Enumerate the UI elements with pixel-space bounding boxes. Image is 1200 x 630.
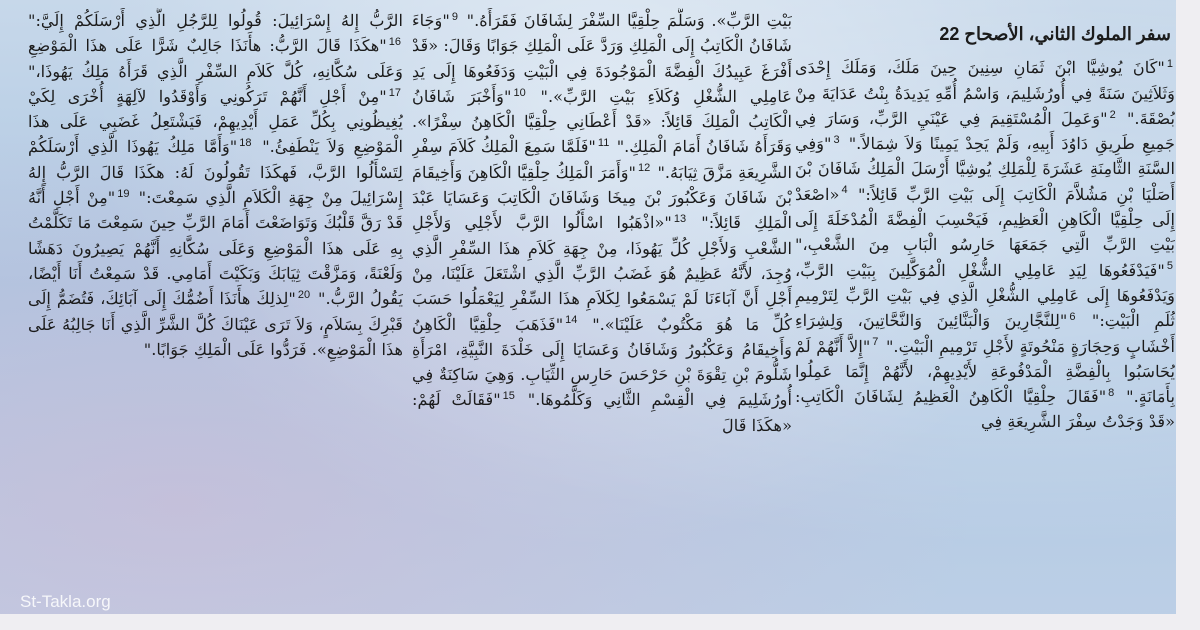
verse-text: "هكَذَا قَالَ الرَّبُّ: هأَنَذَا جَالِبٌ شَرًّا عَلَى هذَا الْمَوْضِعِ وَعَلَى سُكَّانِهِ، كُلَّ كَلاَمِ السِّفْرِ الَّذِي قَرَأَهُ مَلِكُ يَهُوذَا،" [28,36,403,81]
verse-number: 13 [673,212,687,225]
verse-text: "لِذلِكَ هأَنَذَا أَضُمُّكَ إِلَى آبَائِكَ، فَتُضَمُّ إِلَى قَبْرِكَ بِسَلاَمٍ، وَلاَ تَرَى عَيْنَاكَ كُلَّ الشَّرِّ الَّذِي أَنَا جَالِبُهُ عَلَى هذَا الْمَوْضِعِ». فَرَدُّوا عَلَى الْمَلِكِ جَوَابًا." [28,289,403,359]
verse-text: بَيْتِ الرَّبِّ». وَسَلَّمَ حِلْقِيَّا السِّفْرَ لِشَافَانَ فَقَرَأَهُ." [466,11,792,30]
site-watermark: St-Takla.org [20,592,111,611]
verse-number: 14 [565,314,578,327]
verse-text: "إِلاَّ أَنَّهُمْ لَمْ يُحَاسَبُوا بِالْفِضَّةِ الْمَدْفُوعَةِ لأَيْدِيهِمْ، لأَنَّهُمْ إِنَّمَا عَمِلُوا بِأَمَانَةٍ." [795,336,1175,407]
verse-text: الرَّبُّ إِلهُ إِسْرَائِيلَ: قُولُوا لِلرَّجُلِ الَّذِي أَرْسَلَكُمْ إِلَيَّ:" [28,11,403,30]
verse-text: "مِنْ أَجْلِ أَنَّهُمْ تَرَكُونِي وَأَوْقَدُوا لآلِهَةٍ أُخْرَى لِكَيْ يُغِيظُونِي بِكُلِّ عَمَلِ أَيْدِيهِمْ، فَيَشْتَعِلُ غَضَبِي عَلَى هذَا الْمَوْضِعِ وَلاَ يَنْطَفِئُ." [28,86,403,157]
verse-text: "فَذَهَبَ حِلْقِيَّا الْكَاهِنُ وَأَخِيقَامُ وَعَكْبُورُ وَشَافَانُ وَعَسَايَا إِلَى خَلْدَةَ النَّبِيَّةِ، امْرَأَةِ شَلُّومَ بْنِ تِقْوَةَ بْنِ حَرْحَسَ حَارِسِ الثِّيَابِ. وَهِيَ سَاكِنَةٌ فِي أُورُشَلِيمَ فِي الْقِسْمِ الثَّانِي وَكَلَّمُوهَا." [412,314,792,410]
verse-text: "كَانَ يُوشِيَّا ابْنَ ثَمَانِ سِنِينَ حِينَ مَلَكَ، وَمَلَكَ إِحْدَى وَثَلاَثِينَ سَنَةً فِي أُورُشَلِيمَ، وَاسْمُ أُمِّهِ يَدِيدَةُ بِنْتُ عَدَايَةَ مِنْ بُصْقَةَ." [795,58,1175,128]
verse-text: "وَأَمَرَ الْمَلِكُ حِلْقِيَّا الْكَاهِنَ وَأَخِيقَامَ بْنَ شَافَانَ وَعَكْبُورَ بْنَ مِيخَا وَشَافَانَ الْكَاتِبَ وَعَسَايَا عَبْدَ الْمَلِكِ قَائِلاً:" [412,162,792,233]
verse-number: 11 [597,137,610,150]
verse-text: "«اذْهَبُوا اسْأَلُوا الرَّبَّ لأَجْلِي وَلأَجْلِ الشَّعْبِ وَلأَجْلِ كُلِّ يَهُوذَا، مِنْ جِهَةِ كَلاَمِ هذَا السِّفْرِ الَّذِي وُجِدَ، لأَنَّهُ عَظِيمٌ هُوَ غَضَبُ الرَّبِّ الَّذِي اشْتَعَلَ عَلَيْنَا، مِنْ أَجْلِ أَنَّ آبَاءَنَا لَمْ يَسْمَعُوا لِكَلاَمِ هذَا السِّفْرِ لِيَعْمَلُوا حَسَبَ كُلِّ مَا هُوَ مَكْتُوبٌ عَلَيْنَا»." [412,213,792,334]
verse-number: 18 [239,137,252,150]
verse-text: "وَجَاءَ شَافَانُ الْكَاتِبُ إِلَى الْمَلِكِ وَرَدَّ عَلَى الْمَلِكِ جَوَابًا وَقَالَ: «قَدْ أَفْرَغَ عَبِيدُكَ الْفِضَّةَ الْمَوْجُودَةَ فِي الْبَيْتِ وَدَفَعُوهَا إِلَى يَدِ عَامِلِي الشُّغْلِ وُكَلاَءِ بَيْتِ الرَّبِّ»." [412,11,792,106]
verse-text: "لِلنَّجَّارِينَ وَالْبَنَّائِينَ وَالنَّحَّاتِينَ، وَلِشِرَاءِ أَخْشَابٍ وَحِجَارَةٍ مَنْحُوتَةٍ لأَجْلِ تَرْمِيمِ الْبَيْتِ." [795,311,1175,356]
verse-number: 19 [117,187,130,200]
frame-border-right [1176,0,1200,630]
verse-text: "وَعَمِلَ الْمُسْتَقِيمَ فِي عَيْنَيِ الرَّبِّ، وَسَارَ فِي جَمِيعِ طَرِيقِ دَاوُدَ أَبِيهِ، وَلَمْ يَحِدْ يَمِينًا وَلاَ شِمَالاً." [795,108,1175,154]
verse-text: «اصْعَدْ إِلَى حِلْقِيَّا الْكَاهِنِ الْعَظِيمِ، فَيَحْسِبَ الْفِضَّةَ الْمُدْخَلَةَ إِلَى بَيْتِ الرَّبِّ الَّتِي جَمَعَهَا حَارِسُو الْبَابِ مِنَ الشَّعْبِ،" [795,184,1175,255]
verse-number: 1 [1166,57,1173,70]
verse-text: "فَقَالَتْ لَهُمْ: «هكَذَا قَالَ [412,390,792,435]
verse-text: "فَيَدْفَعُوهَا لِيَدِ عَامِلِي الشُّغْلِ الْمُوَكَّلِينَ بِبَيْتِ الرَّبِّ، وَيَدْفَعُوهَا إِلَى عَامِلِي الشُّغْلِ الَّذِي فِي بَيْتِ الرَّبِّ لِتَرْمِيمِ ثُلَمِ الْبَيْتِ:" [795,260,1175,331]
verse-number: 6 [1069,310,1076,323]
verse-number: 15 [502,390,515,403]
text-column-left [28,8,403,598]
chapter-title: سفر الملوك الثاني، الأصحاح 22 [939,24,1171,44]
verse-number: 3 [833,133,840,146]
verse-number: 17 [388,86,401,99]
verse-number: 2 [1109,108,1116,121]
frame-border-bottom [0,614,1200,630]
verse-text: "فَقَالَ حِلْقِيَّا الْكَاهِنُ الْعَظِيمُ لِشَافَانَ الْكَاتِبِ: «قَدْ وَجَدْتُ سِفْرَ الشَّرِيعَةِ فِي [795,387,1175,432]
verse-number: 16 [388,35,401,48]
verse-number: 5 [1166,260,1173,273]
verse-number: 20 [297,288,311,301]
verse-number: 4 [841,184,848,197]
verse-number: 12 [637,162,651,175]
verse-number: 8 [1108,386,1115,399]
verse-text: "وَأَمَّا مَلِكُ يَهُوذَا الَّذِي أَرْسَلَكُمْ لِتَسْأَلُوا الرَّبَّ، فَهكَذَا تَقُولُونَ لَهُ: هكَذَا قَالَ الرَّبُّ إِلهُ إِسْرَائِيلَ مِنْ جِهَةِ الْكَلاَمِ الَّذِي سَمِعْتَ:" [28,137,403,208]
text-column-right [795,8,1175,598]
verse-number: 7 [872,336,879,349]
verse-text: "وَفِي السَّنَةِ الثَّامِنَةِ عَشَرَةَ لِلْمَلِكِ يُوشِيَّا أَرْسَلَ الْمَلِكُ شَافَانَ بْنَ أَصَلْيَا بْنِ مَشُلاَّمَ الْكَاتِبَ إِلَى بَيْتِ الرَّبِّ قَائِلاً:" [795,134,1175,204]
verse-number: 10 [513,86,526,99]
verse-text: "مِنْ أَجْلِ أَنَّهُ قَدْ رَقَّ قَلْبُكَ وَتَوَاضَعْتَ أَمَامَ الرَّبِّ حِينَ سَمِعْتَ مَا تَكَلَّمْتُ بِهِ عَلَى هذَا الْمَوْضِعِ وَعَلَى سُكَّانِهِ أَنَّهُمْ يَصِيرُونَ دَهَشًا وَلَعْنَةً، وَمَزَّقْتَ ثِيَابَكَ وَبَكَيْتَ أَمَامِي. قَدْ سَمِعْتُ أَنَا أَيْضًا، يَقُولُ الرَّبُّ." [28,188,403,309]
verse-number: 9 [451,10,458,23]
verse-text: "فَلَمَّا سَمِعَ الْمَلِكُ كَلاَمَ سِفْرِ الشَّرِيعَةِ مَزَّقَ ثِيَابَهُ." [412,137,792,182]
text-column-middle [412,8,792,598]
verse-text: "وَأَخْبَرَ شَافَانُ الْكَاتِبُ الْمَلِكَ قَائِلاً: «قَدْ أَعْطَانِي حِلْقِيَّا الْكَاهِنُ سِفْرًا». وَقَرَأَهُ شَافَانُ أَمَامَ الْمَلِكِ." [412,86,792,157]
